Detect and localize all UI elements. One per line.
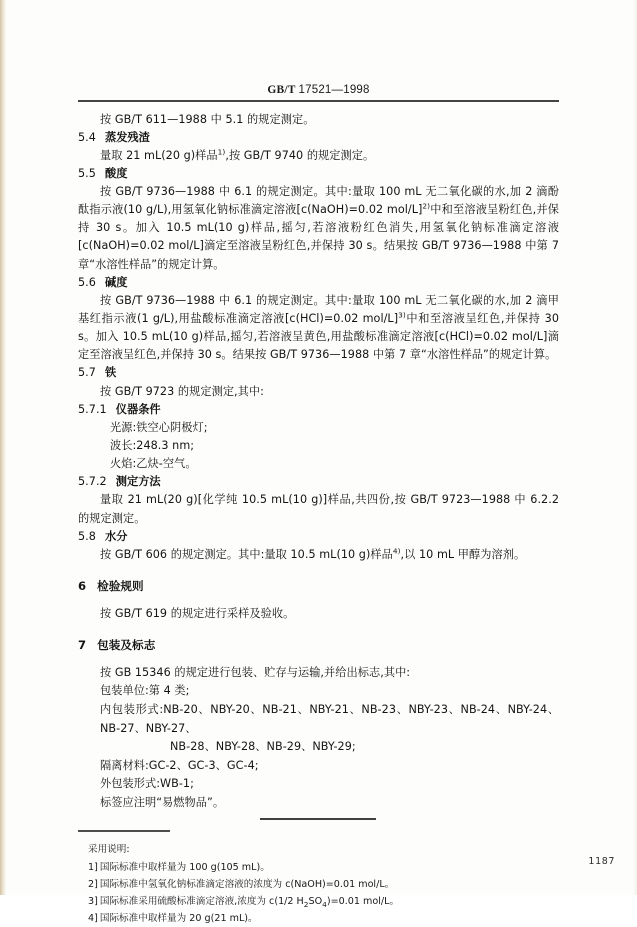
body-text — [78, 102, 559, 813]
inner-packaging-line: 内包装形式:NB-20、NBY-20、NB-21、NBY-21、NB-23、NBY-23、NB-24、NBY-24、NB-27、NBY-27、 — [100, 702, 559, 735]
clause-title: 测定方法 — [115, 475, 161, 489]
clause-5-5-body-1: 按 GB/T 9736—1988 中 6.1 的规定测定。其中:量取 100 mL 无二氧化碳的水,加 2 滴酚酞指示液(10 g/L),用氢氧化钠标准滴定溶液[c(NaOH)=0.02 mol/L] — [78, 185, 559, 217]
footnote-text: 国际标准中取样量为 20 g(21 mL)。 — [99, 913, 258, 925]
clause-5-4-body-pre: 量取 21 mL(20 g)样品 — [100, 148, 218, 162]
instrument-line-flame: 火焰:乙炔-空气。 — [110, 457, 197, 471]
section-title: 包装及标志 — [97, 637, 156, 652]
intro-paragraph: 按 GB/T 611—1988 中 5.1 的规定测定。 — [100, 112, 315, 126]
header-divider — [78, 100, 559, 102]
label-note-line: 标签应注明“易燃物品”。 — [100, 795, 225, 809]
clause-5-7-2-heading — [78, 473, 559, 491]
clause-title: 仪器条件 — [115, 402, 161, 416]
clause-5-7-heading — [78, 364, 559, 382]
clause-5-6-body — [78, 292, 559, 365]
section-6-heading — [78, 577, 559, 596]
clause-title: 水分 — [104, 529, 128, 543]
clause-5-4-body — [78, 147, 559, 165]
packaging-unit-line: 包装单位:第 4 类; — [100, 684, 190, 698]
footnote-ref-4: 4) — [392, 546, 401, 556]
page-content — [78, 0, 559, 927]
footnote-mark: 3] — [88, 896, 98, 908]
footnote-ref-1: 1) — [217, 147, 226, 157]
instrument-line-light-source: 光源:铁空心阴极灯; — [110, 420, 208, 434]
clause-5-8-body-post: ,以 10 mL 甲醇为溶剂。 — [400, 547, 526, 561]
section-number: 7 — [78, 637, 87, 652]
clause-number: 5.5 — [78, 166, 96, 180]
clause-5-5-body — [78, 183, 559, 274]
packaging-intro: 按 GB 15346 的规定进行包装、贮存与运输,并给出标志,其中: — [100, 665, 411, 679]
clause-number: 5.7 — [78, 366, 96, 380]
footnote-item — [88, 876, 559, 893]
clause-number: 5.7.2 — [78, 475, 107, 489]
section-7-heading — [78, 636, 559, 655]
footnote-block — [78, 841, 559, 927]
footnote-block-title: 采用说明: — [88, 843, 130, 855]
footnote-text: 国际标准中取样量为 100 g(105 mL)。 — [99, 861, 270, 873]
clause-5-7-1-heading — [78, 401, 559, 419]
clause-number: 5.8 — [78, 529, 96, 543]
section-6-body: 按 GB/T 619 的规定进行采样及验收。 — [100, 606, 295, 620]
footnote-item — [88, 910, 559, 927]
footnote-text: 国际标准中氢氧化钠标准滴定溶液的浓度为 c(NaOH)=0.01 mol/L。 — [99, 878, 395, 890]
instrument-line-wavelength: 波长:248.3 nm; — [110, 439, 195, 453]
footnote-text: 国际标准采用硫酸标准滴定溶液,浓度为 c(1/2 $H_2SO_4)=0.01$ mol/L。 — [99, 896, 400, 909]
clause-5-6-heading — [78, 274, 559, 292]
clause-title: 酸度 — [104, 166, 128, 180]
clause-title: 蒸发残渣 — [104, 130, 150, 144]
footnote-item — [88, 859, 559, 876]
clause-5-7-2-body: 量取 21 mL(20 g)[化学纯 10.5 mL(10 g)]样品,共四份,按 GB/T 9723—1988 中 6.2.2 的规定测定。 — [78, 493, 559, 525]
clause-5-8-body — [78, 546, 559, 564]
clause-5-5-body-2: 中和至溶液呈粉红色,并保持 30 s。加入 10.5 mL(10 g)样品,摇匀,若溶液粉红色消失,用氢氧化钠标准滴定溶液[c(NaOH)=0.02 mol/L]滴定至溶液呈粉红色,并保持 30 s。结果按 GB/T 9736—1988 中第 7 章“水溶性样品”的规定计算。 — [78, 203, 559, 271]
clause-5-4-heading — [78, 129, 559, 147]
footnote-mark: 4] — [88, 913, 98, 925]
footnote-divider — [78, 830, 170, 831]
footnote-mark: 1] — [88, 861, 98, 873]
scan-edge-artifact-left — [0, 0, 6, 895]
inner-packaging-continuation: NB-28、NBY-28、NB-29、NBY-29; — [170, 740, 356, 754]
section-title: 检验规则 — [97, 579, 144, 594]
clause-number: 5.6 — [78, 275, 96, 289]
section-number: 6 — [78, 579, 87, 594]
page-number: 1187 — [588, 856, 615, 867]
clause-5-8-body-pre: 按 GB/T 606 的规定测定。其中:量取 10.5 mL(10 g)样品 — [100, 547, 393, 561]
clause-title: 铁 — [104, 366, 117, 380]
clause-number: 5.7.1 — [78, 402, 107, 416]
isolation-material-line: 隔离材料:GC-2、GC-3、GC-4; — [100, 758, 259, 772]
clause-5-4-body-post: ,按 GB/T 9740 的规定测定。 — [225, 148, 375, 162]
outer-packaging-line: 外包装形式:WB-1; — [100, 777, 194, 791]
clause-title: 碱度 — [104, 275, 128, 289]
clause-5-5-heading — [78, 165, 559, 183]
footnote-item — [88, 893, 559, 910]
footnote-ref-3: 3) — [398, 310, 406, 320]
running-header — [78, 0, 559, 96]
clause-5-6-body-2: 中和至溶液呈红色,并保持 30 s。加入 10.5 mL(10 g)样品,摇匀,若溶液呈黄色,用盐酸标准滴定溶液[c(HCl)=0.02 mol/L]滴定至溶液呈红色,并保持 30 s。结果按 GB/T 9736—1988 中第 7 章“水溶性样品”的规定计算。 — [78, 312, 559, 362]
clause-5-7-body: 按 GB/T 9723 的规定测定,其中: — [100, 384, 264, 398]
clause-5-6-body-1: 按 GB/T 9736—1988 中 6.1 的规定测定。其中:量取 100 mL 无二氧化碳的水,加 2 滴甲基红指示液(1 g/L),用盐酸标准滴定溶液[c(HCl)=0.02 mol/L] — [78, 293, 559, 326]
scan-edge-artifact-right — [633, 0, 637, 895]
clause-number: 5.4 — [78, 130, 96, 144]
standard-number: 17521—1998 — [298, 84, 370, 96]
clause-5-8-heading — [78, 528, 559, 546]
bottom-divider — [260, 818, 376, 820]
footnote-mark: 2] — [88, 878, 98, 890]
standard-prefix: GB/T — [267, 84, 296, 96]
footnote-ref-2: 2) — [422, 201, 431, 211]
